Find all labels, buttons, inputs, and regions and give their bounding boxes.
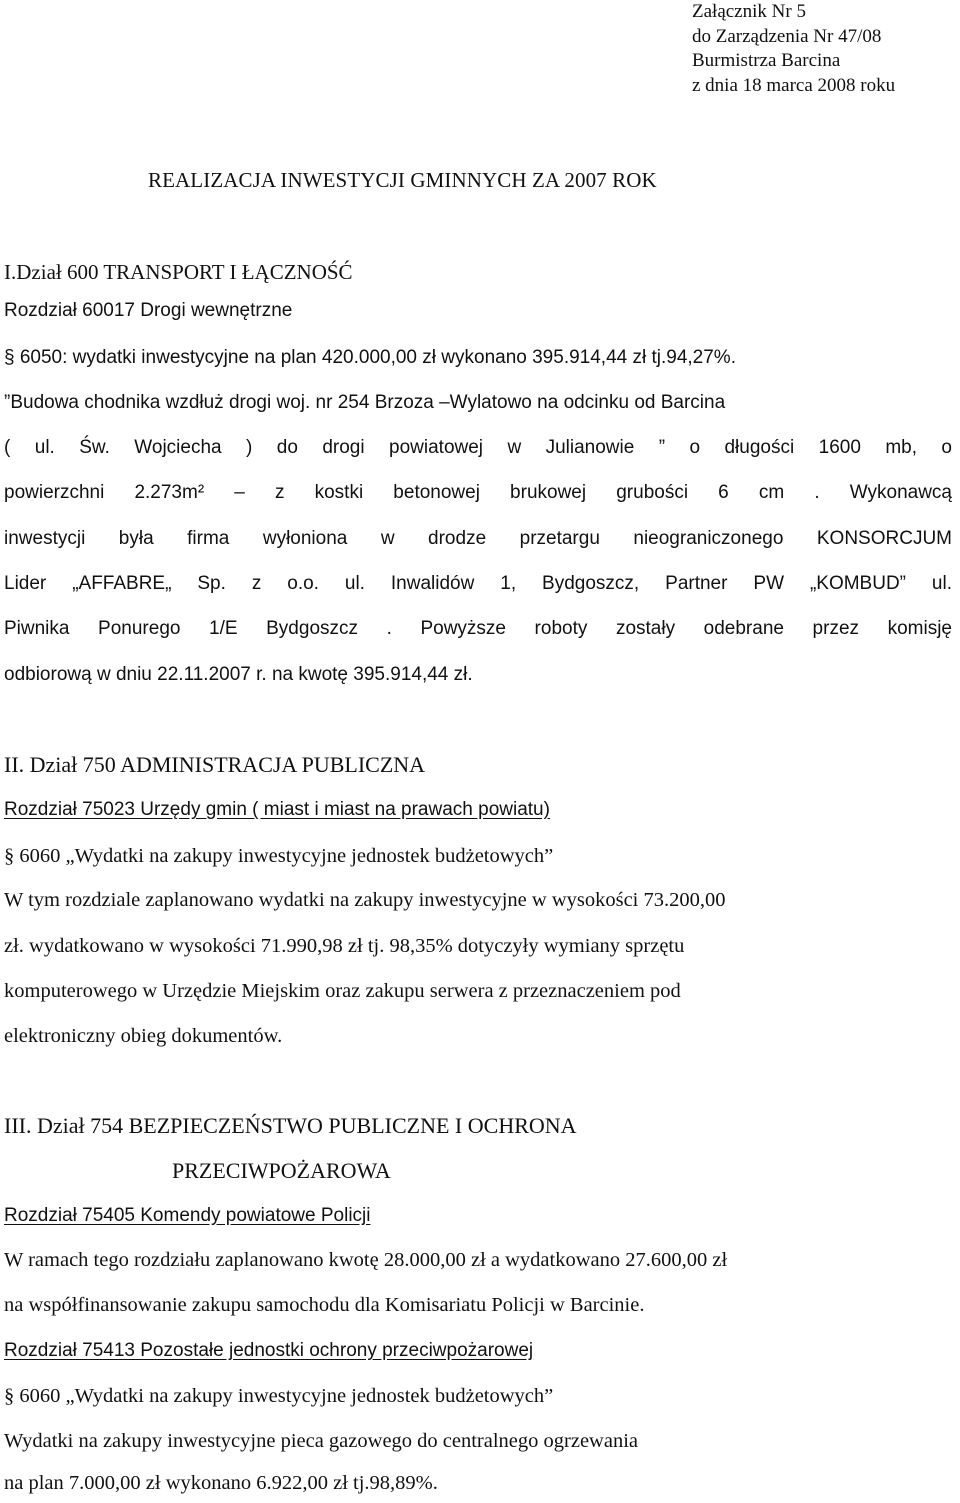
section-3-heading-line-2: PRZECIWPOŻAROWA bbox=[172, 1158, 391, 1183]
section-2-paragraph-code: § 6060 „Wydatki na zakupy inwestycyjne jednostek budżetowych” bbox=[4, 845, 554, 867]
section-2-text-line-4: elektroniczny obieg dokumentów. bbox=[4, 1025, 283, 1047]
attachment-regulation: do Zarządzenia Nr 47/08 bbox=[692, 25, 882, 47]
section-3-chapter-2-line-2: na plan 7.000,00 zł wykonano 6.922,00 zł tj.98,89%. bbox=[4, 1472, 438, 1494]
section-1-text-line-4: inwestycji była firma wyłoniona w drodze przetargu nieograniczonego KONSORCJUM bbox=[4, 528, 952, 549]
section-3-chapter-1-line-2: na współfinansowanie zakupu samochodu dla Komisariatu Policji w Barcinie. bbox=[4, 1294, 645, 1316]
section-1-text-line-6: Piwnika Ponurego 1/E Bydgoszcz . Powyższe roboty zostały odebrane przez komisję bbox=[4, 618, 952, 639]
section-3-chapter-1-line-1: W ramach tego rozdziału zaplanowano kwotę 28.000,00 zł a wydatkowano 27.600,00 zł bbox=[4, 1249, 728, 1271]
attachment-number: Załącznik Nr 5 bbox=[692, 1, 806, 22]
section-3-chapter-2: Rozdział 75413 Pozostałe jednostki ochrony przeciwpożarowej bbox=[4, 1340, 534, 1361]
section-1-text-line-5: Lider „AFFABRE„ Sp. z o.o. ul. Inwalidów 1, Bydgoszcz, Partner PW „KOMBUD” ul. bbox=[4, 573, 952, 594]
section-2-heading: II. Dział 750 ADMINISTRACJA PUBLICZNA bbox=[4, 752, 426, 777]
document-title: REALIZACJA INWESTYCJI GMINNYCH ZA 2007 ROK bbox=[148, 168, 657, 192]
section-3-chapter-1: Rozdział 75405 Komendy powiatowe Policji bbox=[4, 1205, 371, 1226]
attachment-issuer: Burmistrza Barcina bbox=[692, 50, 841, 71]
section-1-text-line-1: ”Budowa chodnika wzdłuż drogi woj. nr 254 Brzoza –Wylatowo na odcinku od Barcina bbox=[4, 392, 726, 413]
attachment-date: z dnia 18 marca 2008 roku bbox=[692, 74, 896, 96]
section-1-text-line-2: ( ul. Św. Wojciecha ) do drogi powiatowej w Julianowie ” o długości 1600 mb, o bbox=[4, 437, 952, 458]
section-1-chapter: Rozdział 60017 Drogi wewnętrzne bbox=[4, 300, 293, 321]
section-1-plan-line: § 6050: wydatki inwestycyjne na plan 420.000,00 zł wykonano 395.914,44 zł tj.94,27%. bbox=[4, 347, 736, 368]
section-1-text-line-3: powierzchni 2.273m² – z kostki betonowej brukowej grubości 6 cm . Wykonawcą bbox=[4, 482, 952, 503]
section-1-text-line-7: odbiorową w dniu 22.11.2007 r. na kwotę 395.914,44 zł. bbox=[4, 664, 473, 685]
section-2-text-line-1: W tym rozdziale zaplanowano wydatki na zakupy inwestycyjne w wysokości 73.200,00 bbox=[4, 889, 726, 911]
attachment-header bbox=[692, 0, 895, 98]
section-3-heading-line-1: III. Dział 754 BEZPIECZEŃSTWO PUBLICZNE I OCHRONA bbox=[4, 1113, 577, 1138]
section-1-heading: I.Dział 600 TRANSPORT I ŁĄCZNOŚĆ bbox=[4, 260, 353, 284]
section-3-chapter-2-line-1: Wydatki na zakupy inwestycyjne pieca gazowego do centralnego ogrzewania bbox=[4, 1430, 638, 1452]
section-3-paragraph-code: § 6060 „Wydatki na zakupy inwestycyjne jednostek budżetowych” bbox=[4, 1385, 554, 1407]
section-2-chapter: Rozdział 75023 Urzędy gmin ( miast i miast na prawach powiatu) bbox=[4, 799, 550, 820]
section-2-text-line-2: zł. wydatkowano w wysokości 71.990,98 zł tj. 98,35% dotyczyły wymiany sprzętu bbox=[4, 935, 685, 957]
section-2-text-line-3: komputerowego w Urzędzie Miejskim oraz zakupu serwera z przeznaczeniem pod bbox=[4, 980, 681, 1002]
